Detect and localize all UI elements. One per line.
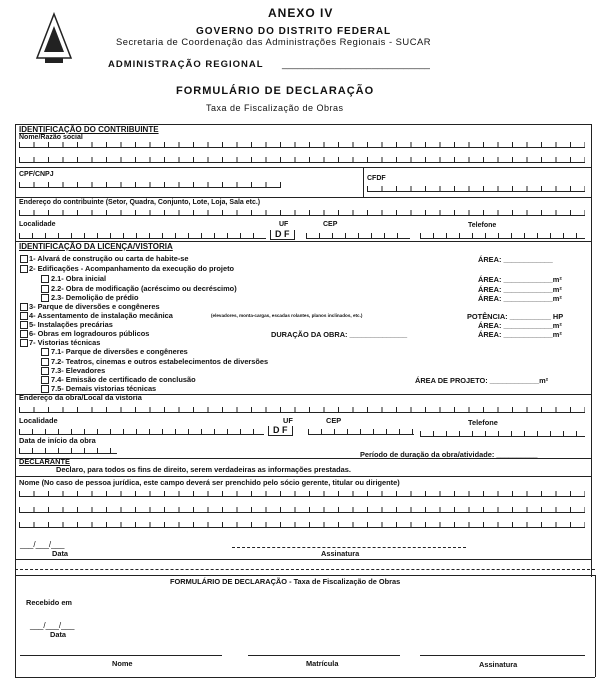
checkbox-2-1[interactable]: [41, 275, 49, 283]
declarante-date-field[interactable]: ___/___/___: [20, 540, 65, 549]
section-licenca: IDENTIFICAÇÃO DA LICENÇA/VISTORIA: [19, 242, 173, 251]
item-2-3-label: 2.3- Demolição de prédio: [51, 293, 139, 302]
cep-label: CEP: [323, 221, 338, 228]
admin-regional-label: ADMINISTRAÇÃO REGIONAL: [108, 59, 264, 70]
item-7-1-label: 7.1- Parque de diversões e congêneres: [51, 347, 188, 356]
localidade-field[interactable]: [19, 233, 266, 239]
recibo-assinatura-line[interactable]: [420, 655, 585, 656]
checkbox-2[interactable]: [20, 265, 28, 273]
recibo-date-field[interactable]: ___/___/___: [30, 621, 75, 630]
item-7-5-label: 7.5- Demais vistorias técnicas: [51, 384, 157, 393]
area-1[interactable]: ÁREA: ____________: [478, 255, 553, 264]
obra-uf-df-value: D F: [268, 426, 293, 436]
endereco-contribuinte-field[interactable]: [19, 210, 585, 216]
obra-telefone-label: Telefone: [468, 418, 498, 427]
checkbox-2-3[interactable]: [41, 294, 49, 302]
checkbox-3[interactable]: [20, 303, 28, 311]
checkbox-7-2[interactable]: [41, 358, 49, 366]
declaracao-statement: Declaro, para todos os fins de direito, serem verdadeiras as informações prestadas.: [56, 465, 351, 474]
declarante-data-label: Data: [52, 549, 69, 558]
checkbox-2-2[interactable]: [41, 285, 49, 293]
item-7-label: 7- Vistorias técnicas: [29, 338, 101, 347]
recebido-em-label: Recebido em: [26, 598, 73, 607]
obra-localidade-label: Localidade: [19, 416, 58, 425]
recibo-matricula-label: Matrícula: [306, 659, 339, 668]
declarante-assinatura-line[interactable]: [232, 547, 466, 548]
recibo-data-label: Data: [50, 630, 67, 639]
item-1-label: 1- Alvará de construção ou carta de habite-se: [29, 254, 189, 263]
cut-line: [15, 569, 595, 570]
obra-cep-field[interactable]: [308, 429, 414, 435]
item-2-1-label: 2.1- Obra inicial: [51, 274, 107, 283]
area-5[interactable]: ÁREA: ____________m²: [478, 321, 562, 330]
data-inicio-field[interactable]: [19, 448, 117, 454]
area-2-1[interactable]: ÁREA: ____________m²: [478, 275, 562, 284]
endereco-contribuinte-label: Endereço do contribuinte (Setor, Quadra, Conjunto, Lote, Loja, Sala etc.): [19, 199, 261, 206]
checkbox-7-1[interactable]: [41, 348, 49, 356]
checkbox-5[interactable]: [20, 321, 28, 329]
uf-df-value: D F: [270, 230, 295, 240]
cep-field[interactable]: [306, 233, 410, 239]
endereco-obra-field[interactable]: [19, 407, 585, 413]
obra-localidade-field[interactable]: [19, 429, 264, 435]
item-7-3-label: 7.3- Elevadores: [51, 366, 106, 375]
telefone-field[interactable]: [420, 233, 585, 239]
declarante-nome-row1[interactable]: [19, 491, 585, 497]
government-name: GOVERNO DO DISTRITO FEDERAL: [196, 26, 392, 37]
declarante-assinatura-label: Assinatura: [321, 549, 360, 558]
cfdf-label: CFDF: [367, 175, 386, 182]
item-7-4-label: 7.4- Emissão de certificado de conclusão: [51, 375, 196, 384]
checkbox-6[interactable]: [20, 330, 28, 338]
recibo-title: FORMULÁRIO DE DECLARAÇÃO - Taxa de Fiscalização de Obras: [170, 577, 401, 586]
cpf-field[interactable]: [19, 182, 281, 188]
obra-uf-label: UF: [283, 416, 293, 425]
localidade-label: Localidade: [19, 221, 56, 228]
nome-field-row1[interactable]: [19, 142, 585, 148]
checkbox-1[interactable]: [20, 255, 28, 263]
checkbox-7-3[interactable]: [41, 367, 49, 375]
checkbox-7-5[interactable]: [41, 385, 49, 393]
area-6[interactable]: ÁREA: ____________m²: [478, 330, 562, 339]
section-contribuinte: IDENTIFICAÇÃO DO CONTRIBUINTE: [19, 125, 159, 134]
telefone-label: Telefone: [468, 222, 497, 229]
section-declarante: DECLARANTE: [19, 457, 70, 466]
recibo-nome-line[interactable]: [20, 655, 222, 656]
duracao-obra-field[interactable]: DURAÇÃO DA OBRA: ______________: [271, 330, 408, 339]
item-3-label: 3- Parque de diversões e congêneres: [29, 302, 160, 311]
recibo-nome-label: Nome: [112, 659, 133, 668]
item-5-label: 5- Instalações precárias: [29, 320, 113, 329]
area-2-2[interactable]: ÁREA: ____________m²: [478, 285, 562, 294]
recibo-assinatura-label: Assinatura: [479, 660, 518, 669]
item-4-label: 4- Assentamento de instalação mecânica: [29, 311, 173, 320]
checkbox-4[interactable]: [20, 312, 28, 320]
form-subtitle: Taxa de Fiscalização de Obras: [206, 103, 344, 113]
obra-cep-label: CEP: [326, 416, 342, 425]
checkbox-7[interactable]: [20, 339, 28, 347]
periodo-duracao-field[interactable]: Período de duração da obra/atividade: __________: [360, 450, 538, 459]
item-4-note: (elevadores, monta-cargas, escadas rolantes, planos inclinados, etc.): [211, 313, 363, 318]
item-7-2-label: 7.2- Teatros, cinemas e outros estabelecimentos de diversões: [51, 357, 269, 366]
recibo-matricula-line[interactable]: [248, 655, 400, 656]
item-6-label: 6- Obras em logradouros públicos: [29, 329, 150, 338]
secretaria-name: Secretaria de Coordenação das Administrações Regionais - SUCAR: [116, 36, 431, 47]
data-inicio-label: Data de início da obra: [19, 436, 96, 445]
declarante-nome-row2[interactable]: [19, 507, 585, 513]
obra-telefone-field[interactable]: [420, 431, 585, 437]
annex-title: ANEXO IV: [268, 6, 334, 20]
declarante-nome-label: Nome (No caso de pessoa jurídica, este campo deverá ser prenchido pelo sócio gerente, titular ou dirigente): [19, 478, 400, 487]
nome-field-row2[interactable]: [19, 157, 585, 163]
checkbox-7-4[interactable]: [41, 376, 49, 384]
uf-label: UF: [279, 221, 289, 228]
potencia-field[interactable]: POTÊNCIA: __________ HP: [467, 312, 564, 321]
item-2-2-label: 2.2- Obra de modificação (acréscimo ou decréscimo): [51, 284, 237, 293]
area-projeto-field[interactable]: ÁREA DE PROJETO: ____________m²: [415, 376, 549, 385]
endereco-obra-label: Endereço da obra/Local da vistoria: [19, 393, 142, 402]
admin-regional-line[interactable]: ____________________________: [282, 59, 430, 70]
cfdf-field[interactable]: [367, 186, 585, 192]
gdf-logo: [33, 12, 75, 64]
nome-label: Nome/Razão social: [19, 134, 83, 141]
item-2-label: 2- Edificações - Acompanhamento da execução do projeto: [29, 264, 235, 273]
form-title: FORMULÁRIO DE DECLARAÇÃO: [176, 85, 375, 97]
area-2-3[interactable]: ÁREA: ____________m²: [478, 294, 562, 303]
cpf-label: CPF/CNPJ: [19, 171, 54, 178]
declarante-nome-row3[interactable]: [19, 522, 585, 528]
